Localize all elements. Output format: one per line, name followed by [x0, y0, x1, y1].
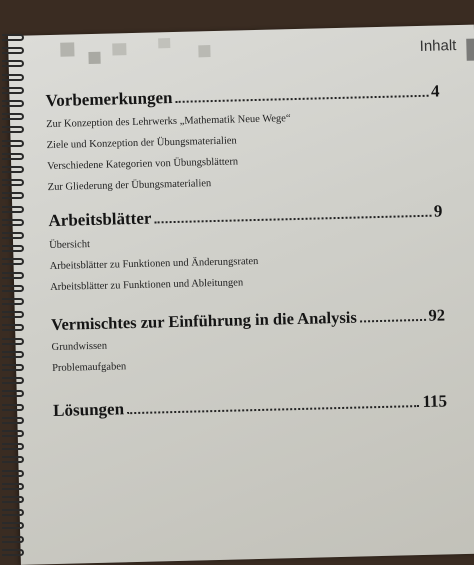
toc-subitem: Grundwissen — [51, 340, 108, 354]
spiral-coil — [2, 206, 24, 213]
toc-subitem: Verschiedene Kategorien von Übungsblättern — [47, 156, 239, 173]
spiral-coil — [2, 390, 24, 397]
spiral-coil — [2, 47, 24, 54]
spiral-coil — [2, 179, 24, 186]
spiral-coil — [2, 298, 24, 305]
spiral-coil — [2, 311, 24, 318]
blurred-logo-block — [60, 42, 74, 56]
toc-subitem: Zur Konzeption des Lehrwerks „Mathematik Neue Wege“ — [46, 113, 291, 131]
toc-subitem: Arbeitsblätter zu Funktionen und Änderungsraten — [49, 255, 259, 273]
toc-section-vorbemerkungen — [45, 81, 441, 193]
spiral-coil — [2, 549, 24, 556]
spiral-coil — [2, 456, 24, 463]
toc-section-vermischtes — [51, 305, 446, 374]
spiral-coil — [2, 34, 24, 41]
toc-dot-leader — [360, 309, 426, 322]
toc-subitem: Zur Gliederung der Übungsmaterialien — [47, 178, 212, 194]
spiral-binding — [0, 30, 26, 565]
toc-entry-page: 92 — [428, 305, 446, 325]
toc-dot-leader — [154, 205, 431, 224]
spiral-coil — [2, 483, 24, 490]
document-page — [8, 25, 474, 565]
spiral-coil — [2, 377, 24, 384]
toc-subitem: Arbeitsblätter zu Funktionen und Ableitungen — [50, 277, 244, 294]
spiral-coil — [2, 153, 24, 160]
spiral-coil — [2, 338, 24, 345]
spiral-coil — [2, 74, 24, 81]
spiral-coil — [2, 100, 24, 107]
spiral-coil — [2, 443, 24, 450]
spiral-coil — [2, 470, 24, 477]
spiral-coil — [2, 509, 24, 516]
blurred-logo-block — [158, 38, 170, 48]
section-header-label: Inhalt — [419, 37, 457, 55]
spiral-coil — [2, 404, 24, 411]
spiral-coil — [2, 496, 24, 503]
toc-entry-title: Lösungen — [52, 399, 125, 421]
toc-entry-title: Arbeitsblätter — [48, 208, 152, 231]
toc-entry — [53, 391, 447, 421]
toc-entry-page: 4 — [430, 81, 440, 101]
blurred-logo-block — [88, 52, 100, 64]
toc-entry-title: Vorbemerkungen — [45, 88, 173, 111]
toc-entry-page: 115 — [422, 391, 448, 411]
toc-section-loesungen — [53, 391, 447, 421]
spiral-coil — [2, 417, 24, 424]
blurred-logo-block — [112, 43, 126, 55]
spiral-coil — [2, 166, 24, 173]
toc-entry-title: Vermischtes zur Einführung in die Analysis — [50, 307, 357, 335]
toc-entry-page: 9 — [433, 201, 443, 221]
toc-entry — [45, 81, 439, 111]
toc-entry — [51, 305, 445, 335]
spiral-coil — [2, 219, 24, 226]
toc-subitem: Übersicht — [48, 239, 91, 252]
toc-subitem: Problemaufgaben — [52, 361, 127, 375]
toc-subitem: Ziele und Konzeption der Übungsmaterialien — [46, 135, 237, 152]
spiral-coil — [2, 364, 24, 371]
spiral-coil — [2, 272, 24, 279]
spiral-coil — [2, 60, 24, 67]
spiral-coil — [2, 192, 24, 199]
spiral-coil — [2, 113, 24, 120]
spiral-coil — [2, 324, 24, 331]
spiral-coil — [2, 258, 24, 265]
blurred-logo-block — [198, 45, 210, 57]
header-tab-marker — [466, 39, 474, 61]
toc-dot-leader — [127, 395, 420, 414]
toc-dot-leader — [175, 85, 428, 103]
spiral-coil — [2, 87, 24, 94]
spiral-coil — [2, 232, 24, 239]
spiral-coil — [2, 430, 24, 437]
spiral-coil — [2, 351, 24, 358]
spiral-coil — [2, 536, 24, 543]
spiral-coil — [2, 285, 24, 292]
spiral-coil — [2, 126, 24, 133]
spiral-coil — [2, 140, 24, 147]
spiral-coil — [2, 245, 24, 252]
toc-entry — [48, 201, 442, 231]
spiral-coil — [2, 522, 24, 529]
toc-section-arbeitsblaetter — [48, 201, 444, 293]
